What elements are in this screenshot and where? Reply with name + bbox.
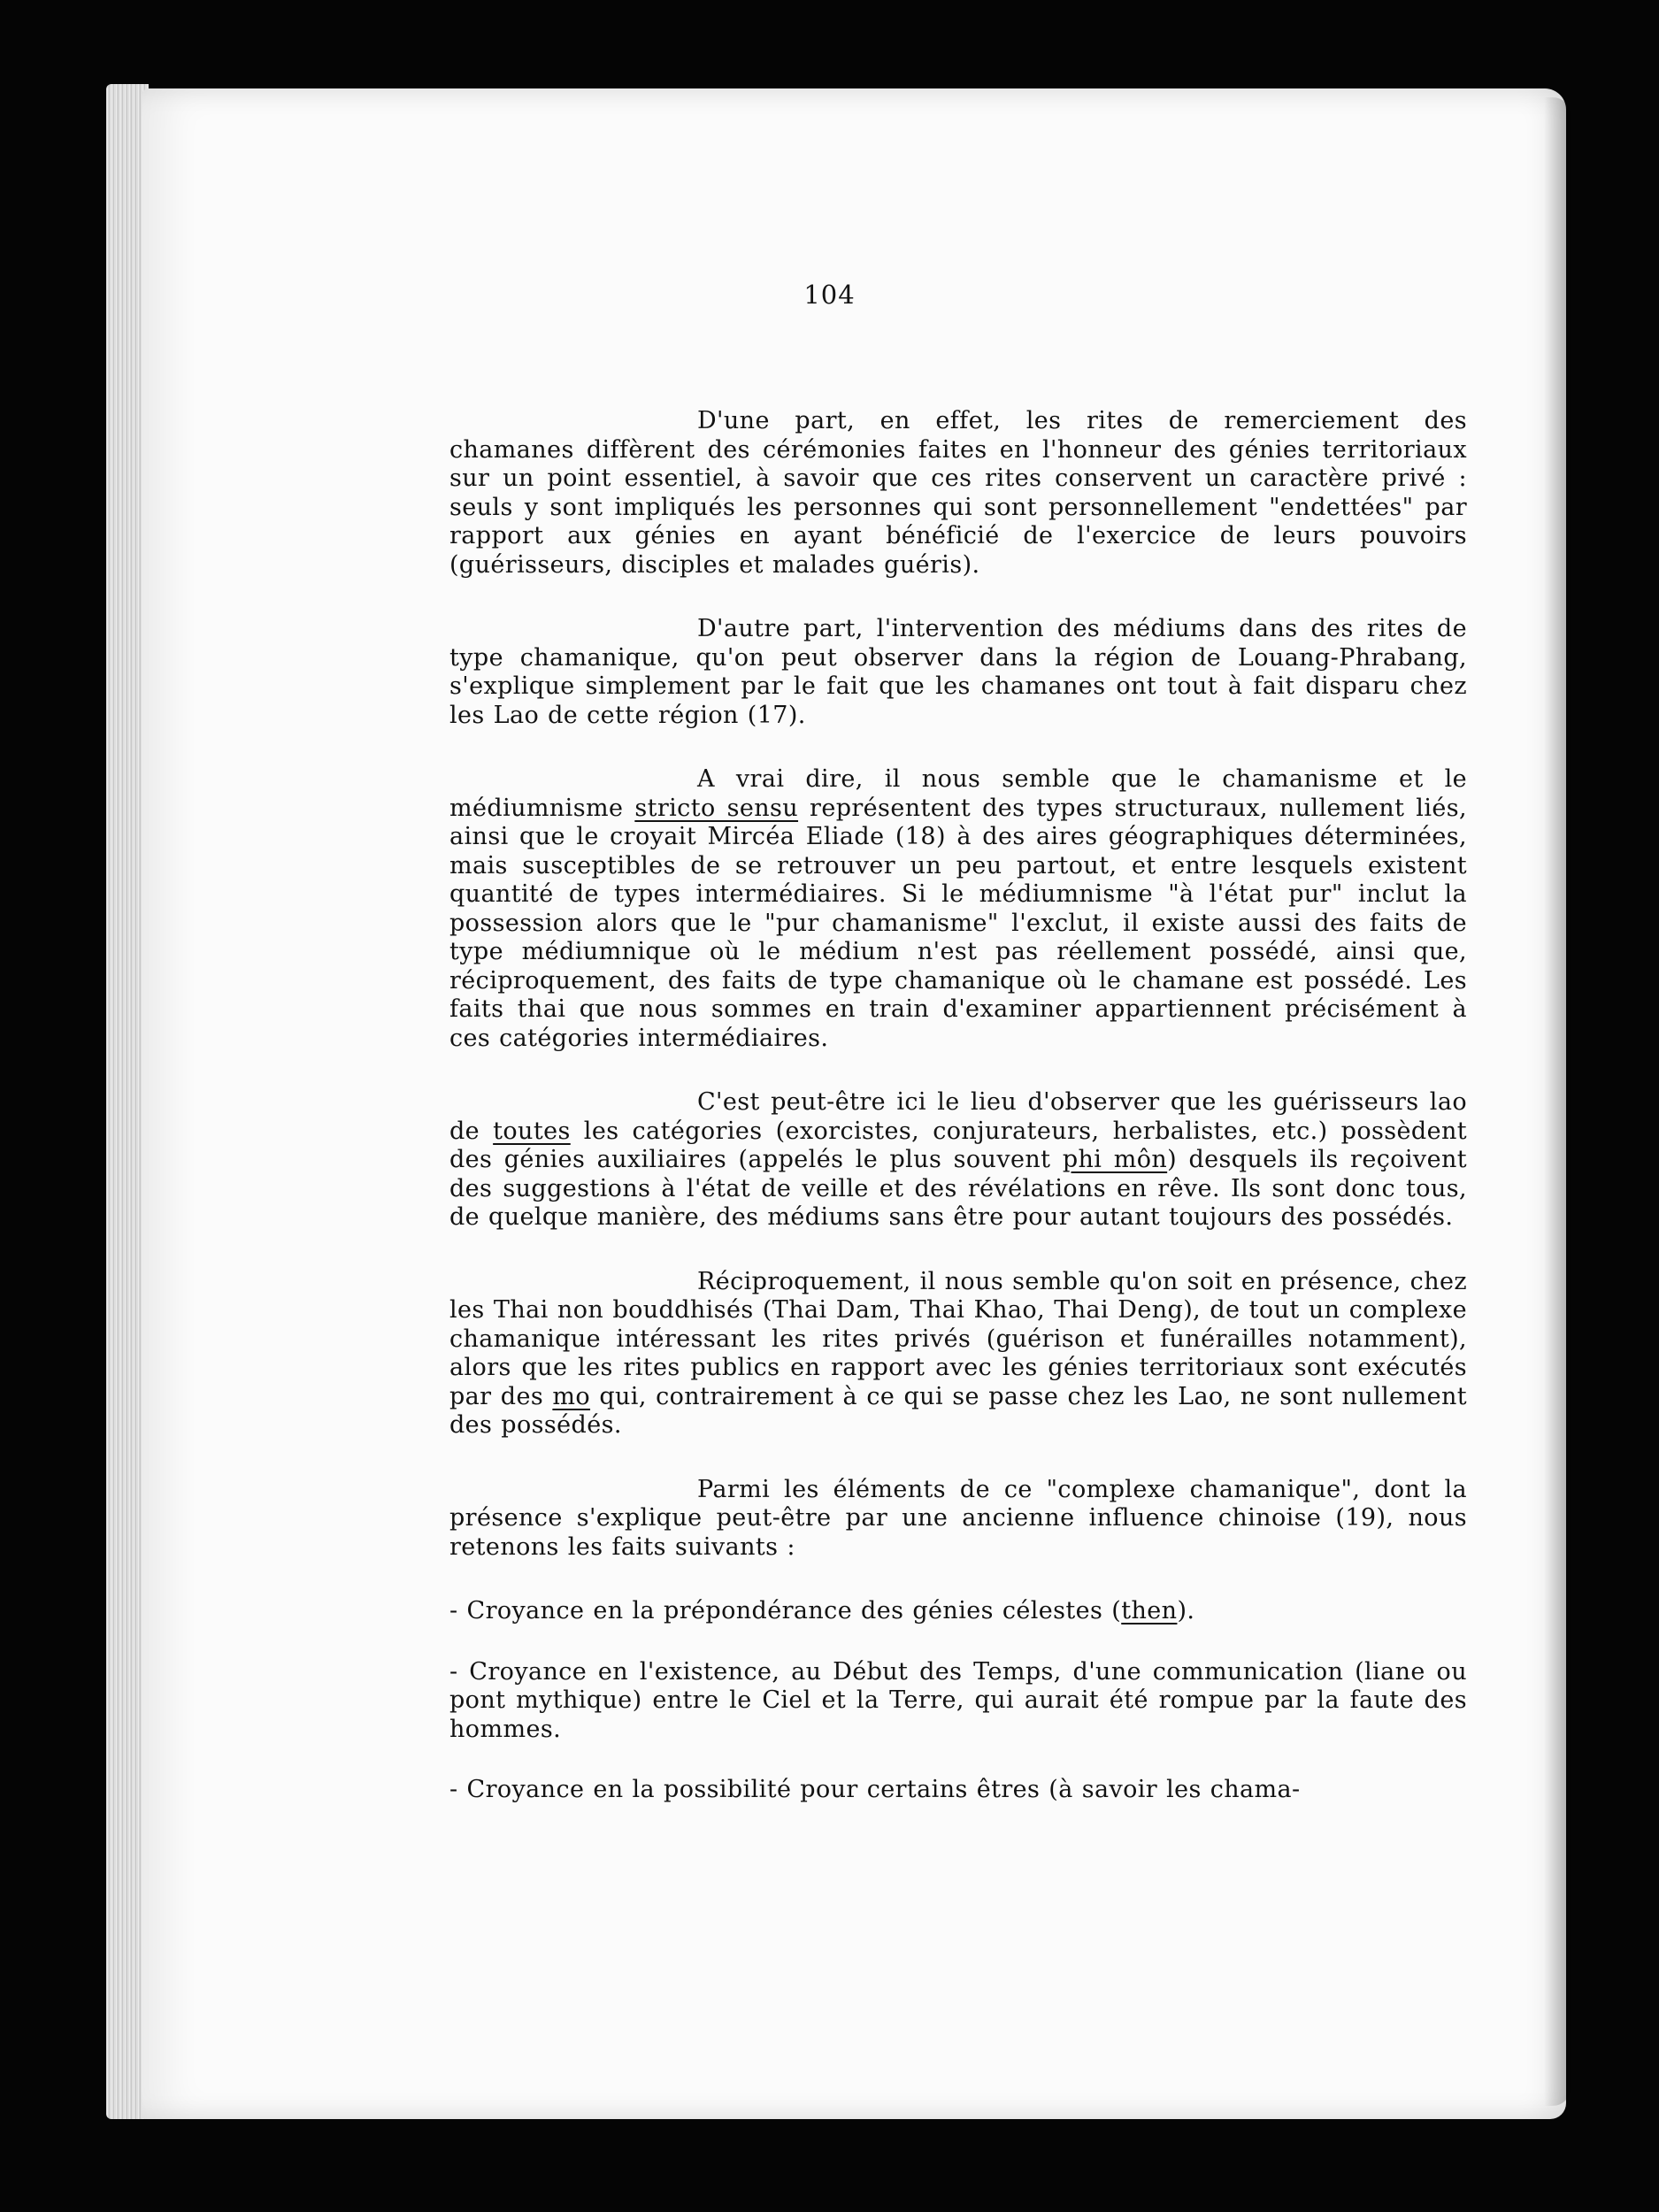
paragraph-p7 xyxy=(449,1597,1467,1626)
paragraph-text: Parmi les éléments de ce "complexe chamanique", dont la présence s'explique peut-être par une ancienne influence chinoise (19), nous retenons les faits suivants : xyxy=(449,1475,1467,1561)
page-number: 104 xyxy=(803,280,856,310)
paragraph-text: A vrai dire, il nous semble que le chamanisme et le médiumnisme xyxy=(449,765,1467,822)
paragraph-p2 xyxy=(449,615,1467,730)
underlined-term: toutes xyxy=(493,1117,571,1145)
paragraph-text: - Croyance en l'existence, au Début des Temps, d'une communication (liane ou pont mythique) entre le Ciel et la Terre, qui aurait été rompue par la faute des hommes. xyxy=(449,1657,1467,1743)
paragraph-p4 xyxy=(449,1088,1467,1233)
underlined-term: phi môn xyxy=(1062,1146,1168,1173)
paragraph-p1 xyxy=(449,407,1467,580)
page-body xyxy=(449,407,1467,1837)
paragraph-p8 xyxy=(449,1658,1467,1745)
paragraph-text: représentent des types structuraux, nullement liés, ainsi que le croyait Mircéa Eliade (18) à des aires géographiques déterminées, mais susceptibles de se retrouver un peu partout, et entre lesquels existent quantité de types intermédiaires. Si le médiumnisme "à l'état pur" inclut la possession alors que le "pur chamanisme" l'exclut, il existe aussi des faits de type médiumnique où le médium n'est pas réellement possédé, ainsi que, réciproquement, des faits de type chamanique où le chamane est possédé. Les faits thai que nous sommes en train d'examiner appartiennent précisément à ces catégories intermédiaires. xyxy=(449,794,1467,1052)
paragraph-text: ). xyxy=(1177,1597,1195,1624)
paragraph-p3 xyxy=(449,765,1467,1053)
paragraph-text: Réciproquement, il nous semble qu'on soit en présence, chez les Thai non bouddhisés (Thai Dam, Thai Khao, Thai Deng), de tout un complexe chamanique intéressant les rites privés (guérison et funérailles notamment), alors que les rites publics en rapport avec les génies territoriaux sont exécutés par des xyxy=(449,1267,1467,1410)
paragraph-p5 xyxy=(449,1268,1467,1440)
page-curl-shadow xyxy=(1544,97,1571,2106)
paragraph-p6 xyxy=(449,1476,1467,1563)
paragraph-text: D'autre part, l'intervention des médiums dans des rites de type chamanique, qu'on peut observer dans la région de Louang-Phrabang, s'explique simplement par le fait que les chamanes ont tout à fait disparu chez les Lao de cette région (17). xyxy=(449,615,1467,729)
paragraph-text: - Croyance en la prépondérance des génies célestes ( xyxy=(449,1597,1122,1624)
paragraph-text: qui, contrairement à ce qui se passe chez les Lao, ne sont nullement des possédés. xyxy=(449,1382,1467,1439)
underlined-term: then xyxy=(1121,1597,1178,1624)
paragraph-text: C'est peut-être ici le lieu d'observer que les guérisseurs lao de xyxy=(449,1088,1467,1145)
paragraph-p9 xyxy=(449,1776,1467,1805)
underlined-term: mo xyxy=(552,1382,591,1410)
underlined-term: stricto sensu xyxy=(634,794,799,822)
paragraph-text: - Croyance en la possibilité pour certains êtres (à savoir les chama- xyxy=(449,1776,1301,1803)
paragraph-text: ) desquels ils reçoivent des suggestions à l'état de veille et des révélations en rêve. Ils sont donc tous, de quelque manière, des médiums sans être pour autant toujours des possédés. xyxy=(449,1146,1467,1231)
paragraph-text: D'une part, en effet, les rites de remerciement des chamanes diffèrent des cérémonies faites en l'honneur des génies territoriaux sur un point essentiel, à savoir que ces rites conservent un caractère privé : seuls y sont impliqués les personnes qui sont personnellement "endettées" par rapport aux génies en ayant bénéficié de l'exercice de leurs pouvoirs (guérisseurs, disciples et malades guéris). xyxy=(449,407,1467,579)
paragraph-text: les catégories (exorcistes, conjurateurs, herbalistes, etc.) possèdent des génies auxiliaires (appelés le plus souvent xyxy=(449,1117,1467,1173)
